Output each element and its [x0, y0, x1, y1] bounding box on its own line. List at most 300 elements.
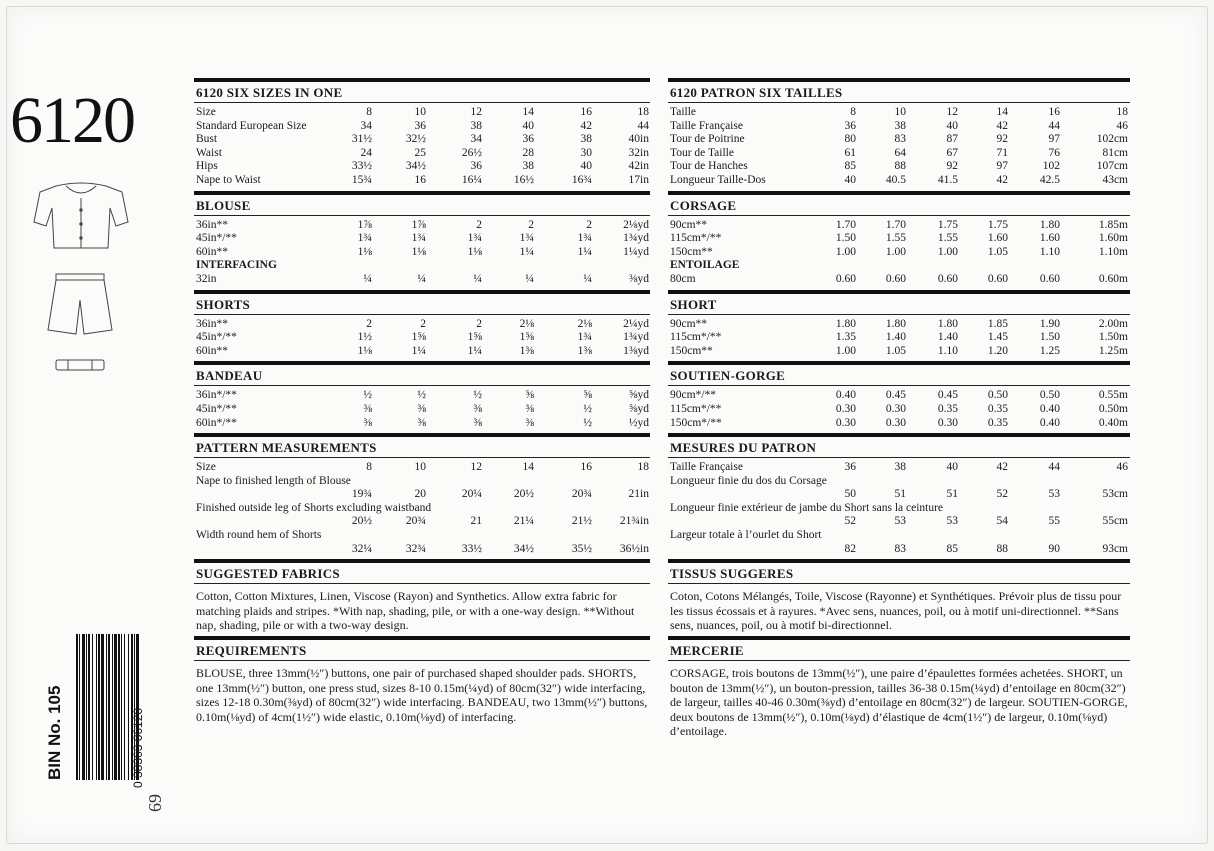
table-row — [668, 160, 1130, 174]
cell-value: 61 — [844, 146, 856, 159]
cell-value: 42.5 — [1039, 173, 1060, 186]
suggested-fabrics-title: SUGGESTED FABRICS — [196, 566, 340, 582]
row-label: Tour de Hanches — [670, 160, 748, 173]
row-label: 115cm*/** — [670, 232, 722, 245]
bandeau-yardage-title: BANDEAU — [196, 368, 263, 384]
barcode-bar — [118, 634, 120, 780]
cell-value: 46 — [1116, 119, 1128, 132]
cell-value: 1.50m — [1098, 331, 1128, 344]
cell-value: 19¾ — [351, 488, 372, 501]
cell-value: 0.40 — [1039, 402, 1060, 415]
barcode-bar — [101, 634, 104, 780]
cell-value: 14 — [996, 106, 1008, 118]
cell-value: 26½ — [461, 146, 482, 159]
table-row — [194, 133, 650, 147]
suggested-fabrics-text: Cotton, Cotton Mixtures, Linen, Viscose (Rayon) and Synthetics. Allow extra fabric for matching plaids and stripes. *With nap, shading, pile, or with a one-way design. **Without nap, shading, pile or with a two-way design. — [196, 589, 635, 633]
row-label: 32in — [196, 272, 217, 285]
cell-value: 1¾yd — [623, 232, 649, 245]
cell-value: 1.40 — [885, 331, 906, 344]
cell-value: 38 — [894, 119, 906, 132]
bandeau-icon — [56, 360, 104, 370]
tissus-suggeres-section — [668, 559, 1130, 636]
cell-value: ⅝ — [525, 389, 534, 402]
cell-value: 40 — [946, 461, 958, 474]
cell-value: 93cm — [1102, 542, 1128, 555]
cell-value: 1.80 — [835, 317, 856, 330]
table-row — [194, 475, 650, 489]
cell-value: 0.30 — [885, 416, 906, 429]
cell-value: 20¾ — [405, 515, 426, 528]
row-label: 150cm** — [670, 344, 713, 357]
table-row — [668, 502, 1130, 516]
cell-value: 40in — [628, 133, 649, 146]
blouse-yardage-title: BLOUSE — [196, 197, 251, 213]
cell-value: 2.00m — [1098, 317, 1128, 330]
cell-value: 34½ — [513, 542, 534, 555]
table-row — [194, 389, 650, 403]
garment-illustrations — [26, 178, 136, 388]
table-row — [194, 259, 650, 273]
barcode-bar — [98, 634, 100, 780]
cell-value: 36 — [844, 119, 856, 132]
cell-value: ¼ — [473, 272, 482, 285]
cell-value: 53 — [894, 515, 906, 528]
cell-value: 0.60 — [1039, 272, 1060, 285]
cell-value: ⅜ — [525, 416, 534, 429]
cell-value: 12 — [470, 106, 482, 118]
cell-value: 17in — [628, 173, 649, 186]
cell-value: 33½ — [351, 160, 372, 173]
requirements-text: BLOUSE, three 13mm(½″) buttons, one pair of purchased shaped shoulder pads. SHORTS, one 13mm(½″) button, one press stud, sizes 8-10 0.15m(¼yd) of 80cm(32″) wide interfacing, sizes 12-18 0.30m(⅜yd) of 80cm(32″) wide interfacing. BANDEAU, two 13mm(½″) buttons, 0.10m(⅛yd) of 4cm(1½″) wide elastic, 0.10m(⅛yd) of interfacing. — [196, 666, 648, 724]
cell-value: 18 — [1116, 106, 1128, 118]
cell-value: 1.00 — [937, 245, 958, 258]
cell-value: 1¾ — [577, 232, 592, 245]
cell-value: 64 — [894, 146, 906, 159]
row-label: Largeur totale à l’ourlet du Short — [670, 529, 822, 542]
cell-value: 40 — [580, 160, 592, 173]
cell-value: ½ — [417, 389, 426, 402]
cell-value: 80 — [844, 133, 856, 146]
table-row — [668, 417, 1130, 431]
cell-value: 1.25 — [1039, 344, 1060, 357]
table-row — [194, 273, 650, 287]
barcode-bar — [96, 634, 97, 780]
cell-value: ½ — [583, 402, 592, 415]
cell-value: 1⅞ — [357, 218, 372, 231]
cell-value: 16¼ — [461, 173, 482, 186]
table-row — [194, 174, 650, 188]
row-label: Width round hem of Shorts — [196, 529, 322, 542]
table-row — [194, 515, 650, 529]
cell-value: 1.25m — [1098, 344, 1128, 357]
cell-value: 1⅞ — [411, 218, 426, 231]
cell-value: 82 — [844, 542, 856, 555]
cell-value: 1.85m — [1098, 218, 1128, 231]
row-label: 90cm*/** — [670, 389, 716, 402]
row-label: 115cm*/** — [670, 402, 722, 415]
row-label: Nape to finished length of Blouse — [196, 474, 351, 487]
cell-value: 40 — [844, 173, 856, 186]
side-number: 69 — [145, 794, 165, 812]
table-row — [668, 232, 1130, 246]
cell-value: 1.10 — [1039, 245, 1060, 258]
cell-value: ¼ — [417, 272, 426, 285]
table-row — [668, 475, 1130, 489]
cell-value: 25 — [414, 146, 426, 159]
cell-value: 0.35 — [987, 402, 1008, 415]
cell-value: 21¾in — [619, 515, 649, 528]
row-label: Hips — [196, 160, 218, 173]
cell-value: 83 — [894, 133, 906, 146]
row-label: Longueur finie du dos du Corsage — [670, 474, 827, 487]
cell-value: ⅜ — [525, 402, 534, 415]
shorts-icon — [48, 274, 112, 334]
cell-value: 30 — [580, 146, 592, 159]
cell-value: 1.10 — [937, 344, 958, 357]
cell-value: 0.30 — [835, 402, 856, 415]
mesures-du-patron-section — [668, 433, 1130, 559]
cell-value: 1¼ — [467, 344, 482, 357]
cell-value: 102cm — [1096, 133, 1128, 146]
table-row — [194, 488, 650, 502]
cell-value: 42 — [580, 119, 592, 132]
cell-value: 21½ — [571, 515, 592, 528]
cell-value: 38 — [522, 160, 534, 173]
cell-value: 67 — [946, 146, 958, 159]
cell-value: 0.30 — [937, 416, 958, 429]
cell-value: 1¾ — [411, 232, 426, 245]
tailles-table-section — [668, 78, 1130, 191]
barcode-bar — [79, 634, 80, 780]
cell-value: 0.55m — [1098, 389, 1128, 402]
table-row — [668, 389, 1130, 403]
cell-value: ⅜ — [473, 416, 482, 429]
row-label: Longueur Taille-Dos — [670, 173, 766, 186]
row-label: 60in** — [196, 344, 228, 357]
table-row — [668, 120, 1130, 134]
corsage-metrage-title: CORSAGE — [670, 197, 737, 213]
blouse-icon — [34, 183, 128, 248]
barcode-bar — [112, 634, 113, 780]
table-row — [194, 461, 650, 475]
cell-value: 2 — [420, 317, 426, 330]
blouse-yardage-section — [194, 191, 650, 290]
cell-value: 42in — [628, 160, 649, 173]
barcode-bar — [106, 634, 107, 780]
french-column — [668, 78, 1130, 743]
cell-value: 83 — [894, 542, 906, 555]
row-label: 36in*/** — [196, 389, 237, 402]
cell-value: 85 — [844, 160, 856, 173]
cell-value: ¼ — [525, 272, 534, 285]
cell-value: 71 — [996, 146, 1008, 159]
cell-value: 1.55 — [885, 232, 906, 245]
row-label: 60in*/** — [196, 416, 237, 429]
cell-value: 1.45 — [987, 331, 1008, 344]
table-row — [194, 232, 650, 246]
cell-value: 36 — [844, 461, 856, 474]
cell-value: 34 — [470, 133, 482, 146]
pattern-measurements-section — [194, 433, 650, 559]
table-row — [194, 318, 650, 332]
cell-value: 1.70 — [835, 218, 856, 231]
cell-value: 1¾ — [519, 232, 534, 245]
cell-value: 38 — [470, 119, 482, 132]
row-label: INTERFACING — [196, 259, 277, 272]
requirements-title: REQUIREMENTS — [196, 643, 307, 659]
cell-value: 2 — [476, 317, 482, 330]
cell-value: 18 — [637, 461, 649, 474]
cell-value: 16½ — [513, 173, 534, 186]
cell-value: 53cm — [1102, 488, 1128, 501]
table-row — [194, 529, 650, 543]
bandeau-yardage-section — [194, 361, 650, 433]
barcode-bar — [121, 634, 122, 780]
table-row — [668, 318, 1130, 332]
cell-value: 92 — [996, 133, 1008, 146]
cell-value: 20¾ — [571, 488, 592, 501]
cell-value: 2⅛ — [577, 317, 592, 330]
row-label: 90cm** — [670, 218, 708, 231]
shorts-yardage-section — [194, 290, 650, 362]
row-label: Nape to Waist — [196, 173, 261, 186]
table-row — [668, 488, 1130, 502]
bin-number: BIN No. 105 — [45, 685, 64, 780]
barcode-block — [40, 630, 160, 800]
cell-value: 2 — [476, 218, 482, 231]
cell-value: ⅜yd — [628, 272, 649, 285]
cell-value: 15¾ — [351, 173, 372, 186]
requirements-section — [194, 636, 650, 728]
cell-value: 16 — [1048, 106, 1060, 118]
cell-value: 36½in — [619, 542, 649, 555]
cell-value: 42 — [996, 173, 1008, 186]
soutien-gorge-metrage-section — [668, 361, 1130, 433]
row-label: Size — [196, 461, 216, 474]
cell-value: 2⅛ — [519, 317, 534, 330]
corsage-metrage-section — [668, 191, 1130, 290]
shorts-yardage-title: SHORTS — [196, 296, 251, 312]
table-row — [194, 219, 650, 233]
table-row — [194, 246, 650, 260]
cell-value: 1¼ — [411, 344, 426, 357]
cell-value: 16 — [580, 461, 592, 474]
cell-value: 1.00 — [835, 344, 856, 357]
tailles-table-title: 6120 PATRON SIX TAILLES — [670, 85, 843, 100]
cell-value: 1¼ — [577, 245, 592, 258]
cell-value: 1.60 — [987, 232, 1008, 245]
cell-value: 1.05 — [885, 344, 906, 357]
cell-value: 50 — [844, 488, 856, 501]
cell-value: 40 — [522, 119, 534, 132]
cell-value: 1.05 — [987, 245, 1008, 258]
cell-value: ⅝yd — [628, 389, 649, 402]
cell-value: 1.00 — [885, 245, 906, 258]
table-row — [668, 259, 1130, 273]
mercerie-title: MERCERIE — [670, 643, 744, 659]
table-row — [668, 106, 1130, 120]
row-label: Standard European Size — [196, 119, 307, 132]
cell-value: 20½ — [513, 488, 534, 501]
cell-value: 0.40 — [1039, 416, 1060, 429]
row-label: Tour de Taille — [670, 146, 734, 159]
barcode-bar — [88, 634, 90, 780]
barcode-bar — [124, 634, 125, 780]
cell-value: 0.60 — [937, 272, 958, 285]
cell-value: 46 — [1116, 461, 1128, 474]
row-label: 90cm** — [670, 317, 708, 330]
cell-value: 40 — [946, 119, 958, 132]
barcode-bar — [82, 634, 85, 780]
cell-value: 88 — [894, 160, 906, 173]
cell-value: 0.40m — [1098, 416, 1128, 429]
table-row — [668, 331, 1130, 345]
cell-value: 21 — [470, 515, 482, 528]
mesures-du-patron-title: MESURES DU PATRON — [670, 440, 817, 456]
cell-value: 36 — [470, 160, 482, 173]
cell-value: ⅝yd — [628, 402, 649, 415]
cell-value: 44 — [1048, 119, 1060, 132]
cell-value: 20¼ — [461, 488, 482, 501]
mercerie-section — [668, 636, 1130, 742]
cell-value: 1.70 — [885, 218, 906, 231]
cell-value: 0.60 — [987, 272, 1008, 285]
table-row — [668, 133, 1130, 147]
cell-value: 32½ — [405, 133, 426, 146]
cell-value: 16 — [580, 106, 592, 118]
cell-value: 0.50 — [1039, 389, 1060, 402]
table-row — [194, 120, 650, 134]
table-row — [194, 331, 650, 345]
row-label: 45in*/** — [196, 232, 237, 245]
cell-value: 1¾yd — [623, 331, 649, 344]
cell-value: 8 — [366, 461, 372, 474]
sizes-table-section — [194, 78, 650, 191]
table-row — [668, 345, 1130, 359]
cell-value: 90 — [1048, 542, 1060, 555]
cell-value: 2 — [366, 317, 372, 330]
pattern-number: 6120 — [10, 84, 134, 157]
cell-value: 14 — [522, 461, 534, 474]
cell-value: 87 — [946, 133, 958, 146]
cell-value: 0.45 — [937, 389, 958, 402]
cell-value: 0.60m — [1098, 272, 1128, 285]
row-label: 36in** — [196, 218, 228, 231]
table-row — [194, 403, 650, 417]
cell-value: 40.5 — [885, 173, 906, 186]
table-row — [668, 515, 1130, 529]
cell-value: 32in — [628, 146, 649, 159]
cell-value: 2 — [528, 218, 534, 231]
cell-value: 1.00 — [835, 245, 856, 258]
cell-value: 85 — [946, 542, 958, 555]
barcode-bar — [76, 634, 78, 780]
table-row — [668, 461, 1130, 475]
cell-value: 0.35 — [987, 416, 1008, 429]
cell-value: 53 — [946, 515, 958, 528]
cell-value: 38 — [580, 133, 592, 146]
cell-value: 1½ — [357, 331, 372, 344]
table-row — [668, 246, 1130, 260]
cell-value: 36 — [522, 133, 534, 146]
cell-value: 1.55 — [937, 232, 958, 245]
cell-value: ⅜ — [363, 402, 372, 415]
barcode-digits: 0 38363 06120 — [131, 707, 145, 788]
cell-value: 1⅛ — [357, 344, 372, 357]
cell-value: 41.5 — [937, 173, 958, 186]
row-label: Tour de Poitrine — [670, 133, 745, 146]
cell-value: 1.60 — [1039, 232, 1060, 245]
cell-value: 1.50 — [835, 232, 856, 245]
cell-value: 32¾ — [405, 542, 426, 555]
cell-value: 16 — [414, 173, 426, 186]
cell-value: 1⅛ — [411, 245, 426, 258]
barcode-bar — [92, 634, 93, 780]
cell-value: 1.35 — [835, 331, 856, 344]
cell-value: 28 — [522, 146, 534, 159]
cell-value: 1⅝ — [519, 331, 534, 344]
cell-value: 1.50 — [1039, 331, 1060, 344]
cell-value: ⅜ — [417, 416, 426, 429]
cell-value: 1⅜ — [577, 344, 592, 357]
cell-value: 20 — [414, 488, 426, 501]
cell-value: 76 — [1048, 146, 1060, 159]
cell-value: 20½ — [351, 515, 372, 528]
cell-value: 1¼ — [519, 245, 534, 258]
barcode-icon — [40, 630, 160, 800]
cell-value: 35½ — [571, 542, 592, 555]
barcode-bar — [128, 634, 129, 780]
cell-value: 8 — [366, 106, 372, 118]
cell-value: 1¾ — [577, 331, 592, 344]
cell-value: 43cm — [1102, 173, 1128, 186]
row-label: 150cm** — [670, 245, 713, 258]
cell-value: 0.30 — [835, 416, 856, 429]
cell-value: 88 — [996, 542, 1008, 555]
cell-value: 1¾ — [357, 232, 372, 245]
cell-value: 55 — [1048, 515, 1060, 528]
cell-value: 8 — [850, 106, 856, 118]
cell-value: 38 — [894, 461, 906, 474]
table-row — [194, 160, 650, 174]
cell-value: ⅜ — [417, 402, 426, 415]
cell-value: 42 — [996, 461, 1008, 474]
table-row — [668, 219, 1130, 233]
cell-value: ½yd — [628, 416, 649, 429]
cell-value: ½ — [473, 389, 482, 402]
cell-value: 102 — [1042, 160, 1060, 173]
cell-value: 1⅜ — [519, 344, 534, 357]
table-row — [194, 106, 650, 120]
cell-value: 0.60 — [835, 272, 856, 285]
row-label: Taille Française — [670, 119, 743, 132]
row-label: 45in*/** — [196, 402, 237, 415]
row-label: 115cm*/** — [670, 331, 722, 344]
table-row — [668, 403, 1130, 417]
cell-value: 1⅜yd — [623, 344, 649, 357]
cell-value: 1.20 — [987, 344, 1008, 357]
short-metrage-title: SHORT — [670, 296, 717, 312]
cell-value: 1⅝ — [467, 331, 482, 344]
cell-value: ½ — [363, 389, 372, 402]
cell-value: 53 — [1048, 488, 1060, 501]
row-label: Bust — [196, 133, 218, 146]
barcode-bar — [114, 634, 117, 780]
cell-value: 1.75 — [937, 218, 958, 231]
soutien-gorge-metrage-title: SOUTIEN-GORGE — [670, 368, 786, 384]
cell-value: 18 — [637, 106, 649, 118]
cell-value: 0.45 — [885, 389, 906, 402]
